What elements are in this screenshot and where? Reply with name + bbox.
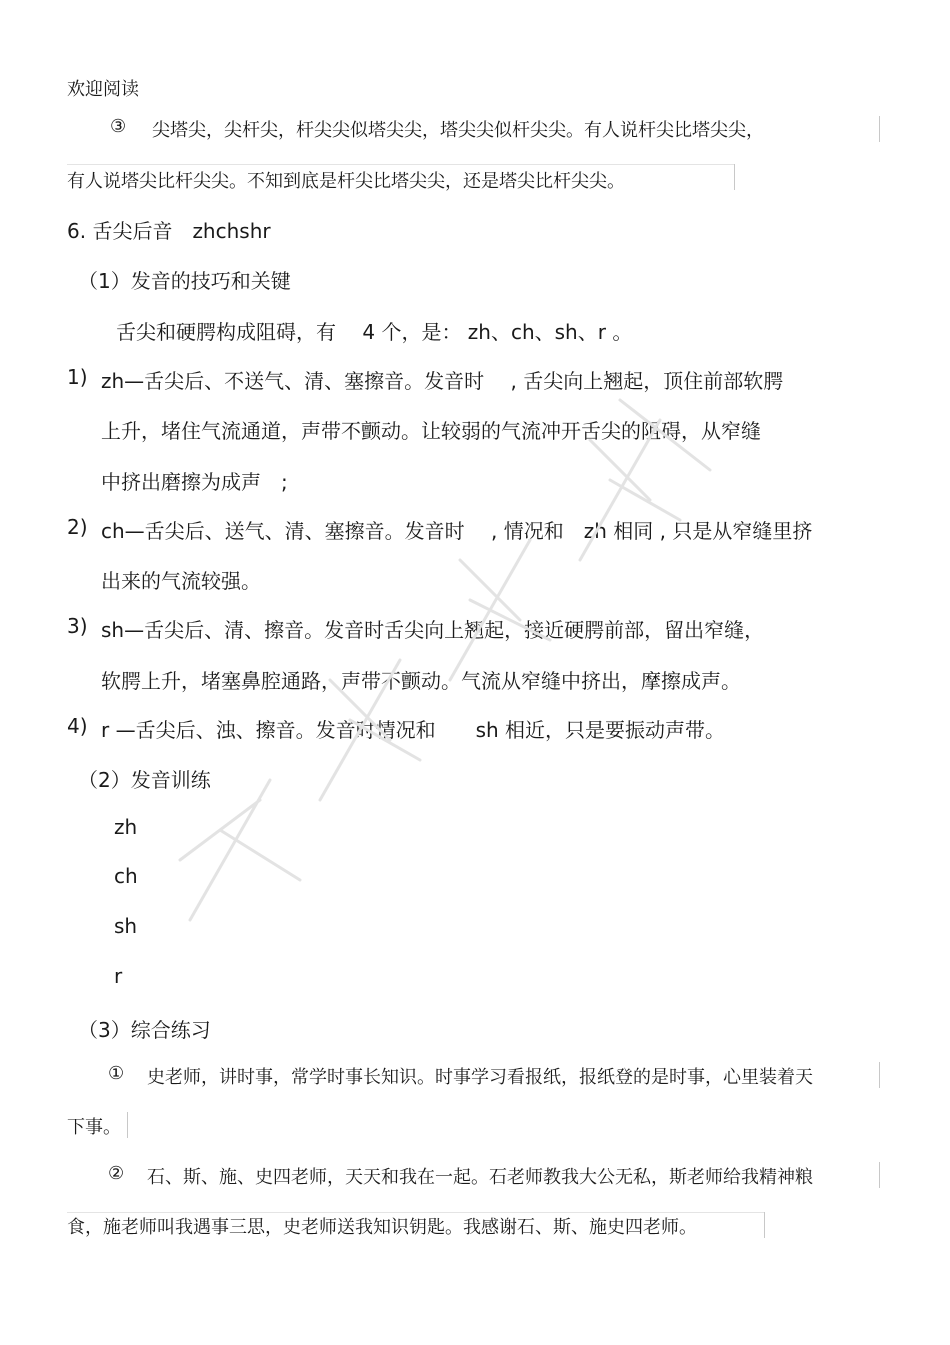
line-divider: [67, 164, 735, 165]
exercise-marker: ②: [108, 1163, 125, 1184]
item-text-line: ch—舌尖后、送气、清、塞擦音。发音时 , 情况和 zh 相同 , 只是从窄缝里挤: [101, 519, 813, 543]
exercise-text-line: 有人说塔尖比杆尖尖。不知到底是杆尖比塔尖尖，还是塔尖比杆尖尖。: [67, 171, 625, 192]
item-number: 2): [67, 515, 88, 539]
line-divider: [879, 1062, 880, 1088]
item-text-line: zh—舌尖后、不送气、清、塞擦音。发音时 , 舌尖向上翘起，顶住前部软腭: [101, 369, 784, 393]
sound-item: ch: [114, 864, 138, 888]
sound-item: sh: [114, 914, 138, 938]
exercise-marker: ①: [108, 1063, 125, 1084]
exercise-marker: ③: [110, 116, 127, 137]
sound-item: r: [114, 964, 123, 988]
item-text-line: 软腭上升，堵塞鼻腔通路，声带不颤动。气流从窄缝中挤出，摩擦成声。: [101, 669, 741, 693]
line-divider: [127, 1112, 128, 1138]
section-heading: 6. 舌尖后音 zhchshr: [67, 219, 271, 243]
item-text-line: 出来的气流较强。: [101, 569, 261, 593]
sound-item: zh: [114, 815, 138, 839]
exercise-text-line: 石、斯、施、史四老师，天天和我在一起。石老师教我大公无私，斯老师给我精神粮: [147, 1167, 813, 1188]
line-divider: [67, 1212, 764, 1213]
intro-paragraph: 舌尖和硬腭构成阻碍，有 4 个，是： zh、ch、sh、r 。: [116, 320, 633, 344]
line-divider: [734, 164, 735, 190]
item-number: 4): [67, 714, 88, 738]
line-divider: [764, 1212, 765, 1238]
exercise-text-line: 史老师，讲时事，常学时事长知识。时事学习看报纸，报纸登的是时事，心里装着天: [147, 1067, 813, 1088]
item-text-line: sh—舌尖后、清、擦音。发音时舌尖向上翘起，接近硬腭前部，留出窄缝，: [101, 618, 765, 642]
header-label: 欢迎阅读: [67, 79, 139, 100]
subsection-heading: （3）综合练习: [78, 1018, 211, 1042]
item-text-line: r —舌尖后、浊、擦音。发音时情况和 sh 相近，只是要振动声带。: [101, 718, 726, 742]
exercise-text-line: 尖塔尖，尖杆尖，杆尖尖似塔尖尖，塔尖尖似杆尖尖。有人说杆尖比塔尖尖，: [152, 120, 764, 141]
item-number: 3): [67, 614, 88, 638]
line-divider: [879, 1162, 880, 1188]
subsection-heading: （1）发音的技巧和关键: [78, 269, 291, 293]
item-text-line: 上升，堵住气流通道，声带不颤动。让较弱的气流冲开舌尖的阻碍，从窄缝: [101, 419, 761, 443]
exercise-text-line: 食，施老师叫我遇事三思，史老师送我知识钥匙。我感谢石、斯、施史四老师。: [67, 1217, 697, 1238]
watermark-image: [150, 360, 770, 960]
item-text-line: 中挤出磨擦为成声 ;: [101, 470, 288, 494]
item-number: 1): [67, 365, 88, 389]
line-divider: [879, 116, 880, 142]
exercise-text-line: 下事。: [67, 1117, 121, 1138]
subsection-heading: （2）发音训练: [78, 768, 211, 792]
